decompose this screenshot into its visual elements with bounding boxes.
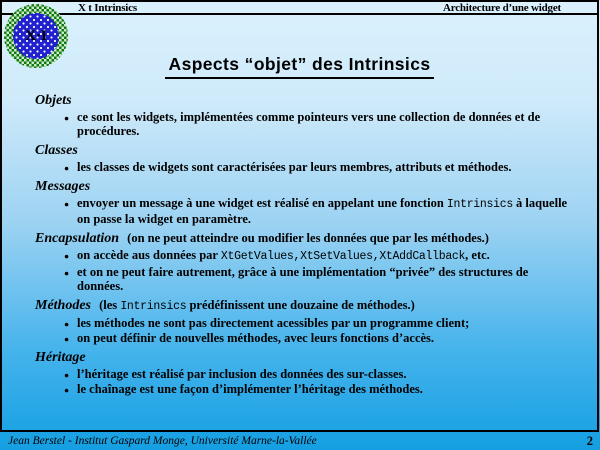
bullet-icon: ● bbox=[64, 369, 70, 380]
section-heading-encapsulation: Encapsulation (on ne peut atteindre ou modifier les données que par les méthodes.) bbox=[35, 231, 489, 246]
section-heading-messages: Messages bbox=[35, 179, 91, 194]
list-item bbox=[64, 196, 575, 226]
list-item bbox=[64, 160, 575, 174]
logo-label: X·I bbox=[13, 13, 59, 59]
bullet-text: et on ne peut faire autrement, grâce à une implémentation “privée” des structures de données. bbox=[77, 265, 529, 293]
list-item bbox=[64, 110, 575, 138]
list-item bbox=[64, 367, 575, 381]
bullet-icon: ● bbox=[64, 333, 70, 344]
page-title: Aspects “objet” des Intrinsics bbox=[165, 54, 435, 79]
header-left-title: X t Intrinsics bbox=[78, 2, 137, 14]
header-right-title: Architecture d’une widget bbox=[442, 2, 561, 14]
code-fragment: Intrinsics bbox=[446, 198, 513, 211]
code-fragment: Intrinsics bbox=[120, 300, 187, 313]
list-item bbox=[64, 382, 575, 396]
section-heading-classes: Classes bbox=[35, 143, 78, 158]
bullet-icon: ● bbox=[64, 267, 70, 278]
slide-body bbox=[2, 79, 597, 396]
list-item bbox=[64, 331, 575, 345]
bullet-icon: ● bbox=[64, 112, 70, 123]
bullet-text: l’héritage est réalisé par inclusion des données des sur-classes. bbox=[77, 367, 407, 381]
slide-header bbox=[2, 2, 597, 15]
title-row bbox=[2, 54, 597, 79]
list-item bbox=[64, 248, 575, 264]
bullet-icon: ● bbox=[64, 318, 70, 329]
footer-author: Jean Berstel - Institut Gaspard Monge, Université Marne-la-Vallée bbox=[8, 435, 317, 447]
bullet-icon: ● bbox=[64, 162, 70, 173]
list-item bbox=[64, 265, 575, 293]
bullet-text: envoyer un message à une widget est réalisé en appelant une fonction Intrinsics à laquelle on passe la widget en paramètre. bbox=[77, 196, 568, 226]
section-heading-methodes: Méthodes (les Intrinsics prédéfinissent une douzaine de méthodes.) bbox=[35, 298, 415, 313]
bullet-text: les méthodes ne sont pas directement acessibles par un programme client; bbox=[77, 316, 470, 330]
bullet-icon: ● bbox=[64, 384, 70, 395]
xt-intrinsics-logo-icon bbox=[4, 4, 68, 68]
bullet-text: on accède aus données par XtGetValues,XtSetValues,XtAddCallback, etc. bbox=[77, 248, 490, 263]
section-heading-objets: Objets bbox=[35, 93, 72, 108]
section-note: (on ne peut atteindre ou modifier les données que par les méthodes.) bbox=[127, 231, 489, 245]
page-number: 2 bbox=[586, 433, 593, 448]
bullet-text: les classes de widgets sont caractérisées par leurs membres, attributs et méthodes. bbox=[77, 160, 512, 174]
code-fragment: XtGetValues,XtSetValues,XtAddCallback bbox=[220, 250, 466, 263]
bullet-icon: ● bbox=[64, 198, 70, 209]
section-note: (les Intrinsics prédéfinissent une douzaine de méthodes.) bbox=[99, 298, 415, 313]
section-heading-heritage: Héritage bbox=[35, 350, 86, 365]
list-item bbox=[64, 316, 575, 330]
bullet-text: on peut définir de nouvelles méthodes, avec leurs fonctions d’accès. bbox=[77, 331, 435, 345]
bullet-text: ce sont les widgets, implémentées comme pointeurs vers une collection de données et de procédures. bbox=[77, 110, 541, 138]
slide-footer bbox=[0, 433, 600, 450]
bullet-text: le chaînage est une façon d’implémenter l’héritage des méthodes. bbox=[77, 382, 423, 396]
bullet-icon: ● bbox=[64, 250, 70, 261]
